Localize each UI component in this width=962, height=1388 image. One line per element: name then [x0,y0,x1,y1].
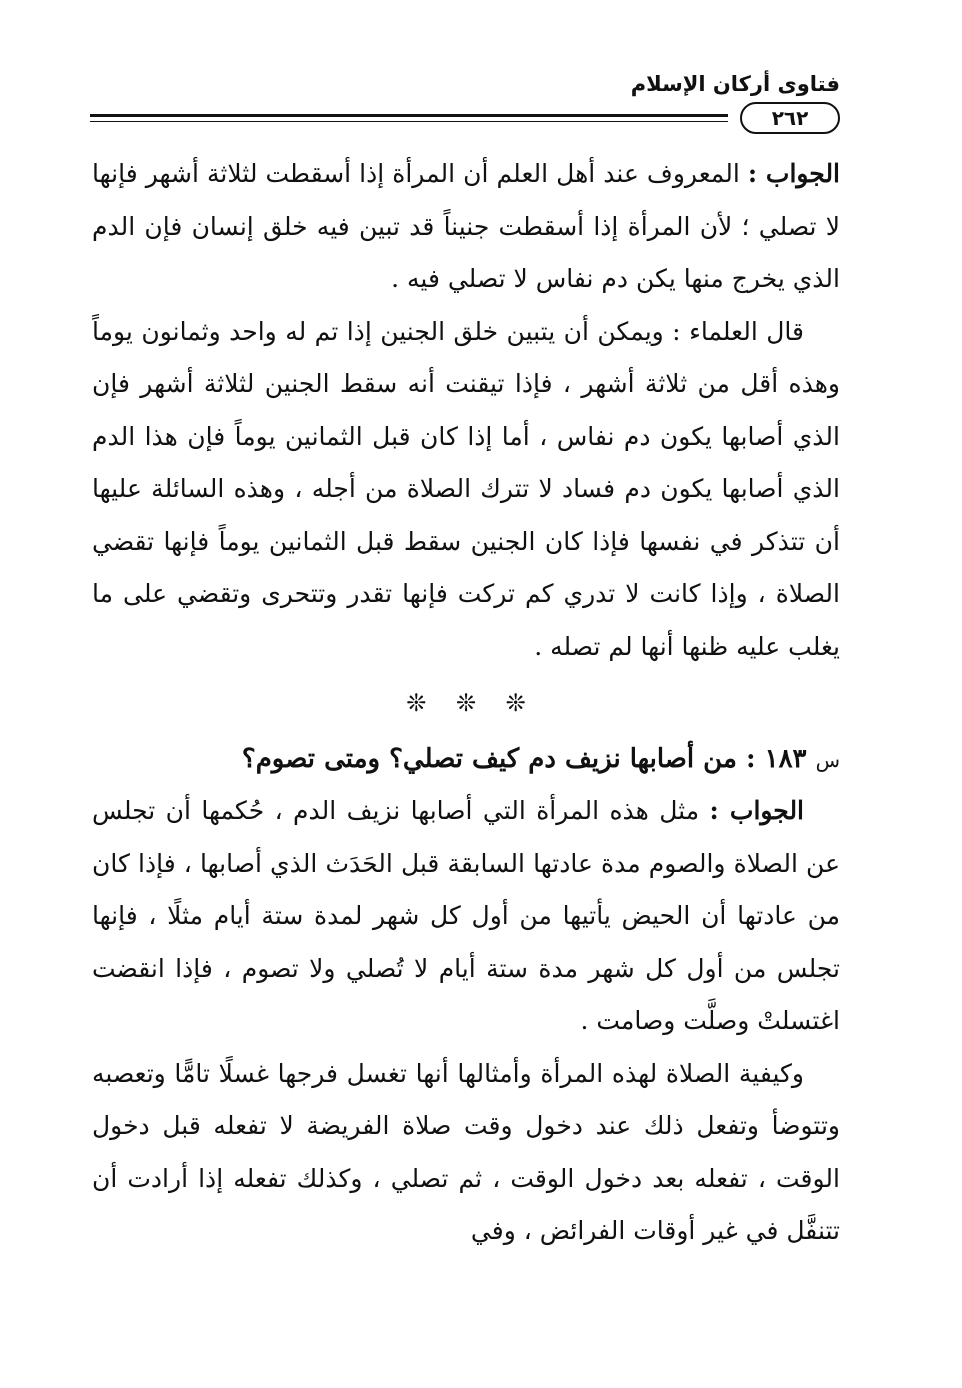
answer-text: المعروف عند أهل العلم أن المرأة إذا أسقطت لثلاثة أشهر فإنها لا تصلي ؛ لأن المرأة إذا أسقطت جنيناً قد تبين فيه خلق إنسان فإن الدم الذي يخرج منها يكن دم نفاس لا تصلي فيه . [92,159,840,293]
section-separator: ❊ ❊ ❊ [406,689,526,717]
header-rule-thick [90,114,728,117]
page-number: ٢٦٢ [740,102,840,134]
answer-label: الجواب : [747,159,841,188]
scholars-paragraph: قال العلماء : ويمكن أن يتبين خلق الجنين إذا تم له واحد وثمانون يوماً وهذه أقل من ثلاثة أشهر ، فإذا تيقنت أنه سقط الجنين لثلاثة أشهر فإن الذي أصابها يكون دم نفاس ، أما إذا كان قبل الثمانين يوماً فإن هذا الدم الذي أصابها يكون دم فساد لا تترك الصلاة من أجله ، وهذه السائلة عليها أن تتذكر في نفسها فإذا كان الجنين سقط قبل الثمانين يوماً فإنها تقضي الصلاة ، وإذا كانت لا تدري كم تركت فإنها تقدر وتتحرى وتقضي على ما يغلب عليه ظنها أنها لم تصله . [92,316,840,661]
book-title: فتاوى أركان الإسلام [630,72,840,96]
answer-text: مثل هذه المرأة التي أصابها نزيف الدم ، حُكمها أن تجلس عن الصلاة والصوم مدة عادتها السابقة قبل الحَدَث الذي أصابها ، فإذا كان من عادتها أن الحيض يأتيها من أول كل شهر لمدة ستة أيام مثلًا ، فإنها تجلس من أول كل شهر مدة ستة أيام لا تُصلي ولا تصوم ، فإذا انقضت اغتسلتْ وصلَّت وصامت . [92,796,840,1035]
page-body [92,148,840,1258]
page-header [90,70,840,140]
header-rule-thin [90,121,728,122]
answer-label: الجواب : [709,796,805,825]
prayer-method-paragraph: وكيفية الصلاة لهذه المرأة وأمثالها أنها تغسل فرجها غسلًا تامًّا وتعصبه وتتوضأ وتفعل ذلك عند دخول وقت صلاة الفريضة لا تفعله قبل دخول الوقت ، تفعله بعد دخول الوقت ، ثم تصلي ، وكذلك تفعله إذا أرادت أن تتنفَّل في غير أوقات الفرائض ، وفي [92,1058,840,1245]
answer-paragraph-1 [92,148,840,306]
answer-paragraph-2 [92,785,840,1048]
question-marker: س [815,748,840,772]
question-colon: : [745,744,756,774]
question-number: ١٨٣ [764,744,807,774]
question-text: من أصابها نزيف دم كيف تصلي؟ ومتى تصوم؟ [241,744,737,774]
question-heading [92,733,840,785]
